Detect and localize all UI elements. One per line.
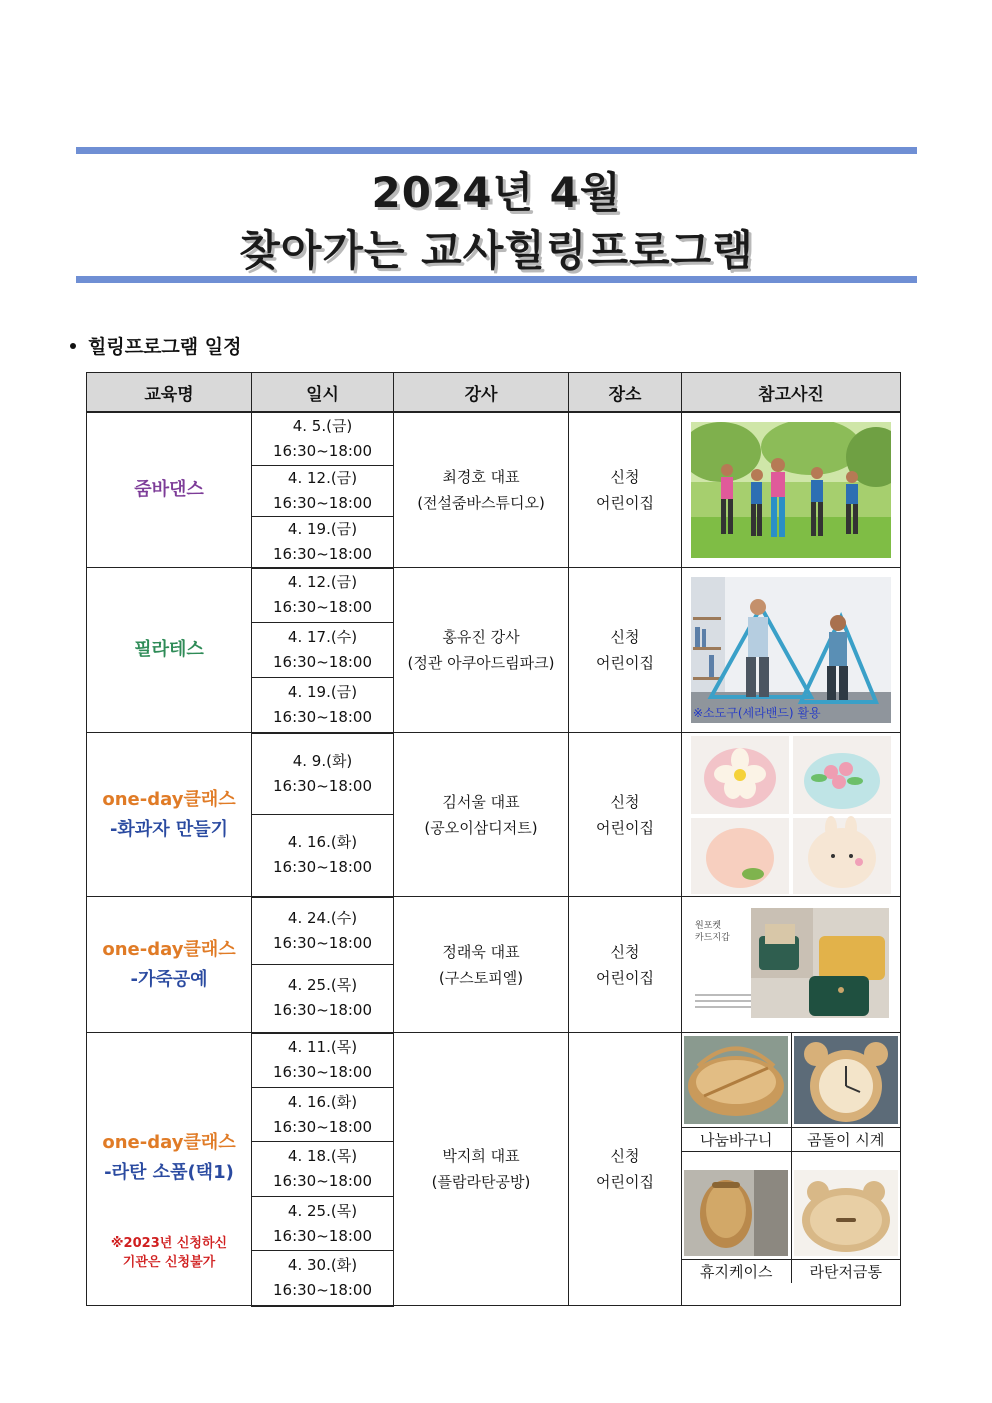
session-cell — [252, 1033, 394, 1088]
session-date: 4. 25.(목) — [287, 1201, 358, 1220]
top-rule — [76, 147, 917, 154]
photo-cell — [682, 733, 901, 897]
session-time: 16:30~18:00 — [272, 858, 373, 877]
program-name-line1: one-day클래스 — [102, 1132, 236, 1153]
place-line1: 신청 — [610, 942, 640, 961]
program-note-line1: ※2023년 신청하신 — [110, 1236, 228, 1251]
bottom-rule — [76, 276, 917, 283]
session-cell — [252, 1088, 394, 1142]
session-cell — [252, 623, 394, 678]
session-date: 4. 12.(금) — [287, 573, 358, 592]
basket-photo — [684, 1036, 788, 1124]
session-time: 16:30~18:00 — [272, 653, 373, 671]
tissue-case-photo — [684, 1170, 788, 1256]
photo-note: ※소도구(세라밴드) 활용 — [693, 706, 821, 720]
photo-cell — [682, 568, 901, 733]
session-cell — [252, 1251, 394, 1306]
session-time: 16:30~18:00 — [272, 1226, 373, 1245]
program-name: 줌바댄스 — [134, 479, 204, 500]
lecturer-org: (정관 아쿠아드림파크) — [407, 654, 555, 672]
lecturer-name: 김서울 대표 — [442, 792, 520, 811]
place-cell — [569, 897, 682, 1033]
session-date: 4. 16.(화) — [287, 1092, 358, 1111]
session-date: 4. 11.(목) — [287, 1038, 358, 1057]
place-line1: 신청 — [610, 468, 640, 486]
program-name-line1: one-day클래스 — [102, 938, 236, 960]
header-datetime: 일시 — [252, 373, 394, 413]
session-time: 16:30~18:00 — [272, 776, 373, 795]
header-program: 교육명 — [87, 373, 252, 413]
session-time: 16:30~18:00 — [272, 1001, 373, 1020]
program-note-line2: 기관은 신청불가 — [122, 1255, 216, 1270]
table-row — [87, 1033, 901, 1088]
lecturer-name: 홍유진 강사 — [442, 628, 520, 646]
session-date: 4. 25.(목) — [287, 976, 358, 995]
photo-slot — [682, 1033, 791, 1127]
lecturer-cell — [394, 733, 569, 897]
session-date: 4. 17.(수) — [287, 628, 358, 646]
session-date: 4. 18.(목) — [287, 1147, 358, 1165]
section-heading — [70, 332, 241, 359]
lecturer-org: (플람라탄공방) — [431, 1173, 531, 1191]
session-cell — [252, 516, 394, 568]
bullet-icon — [70, 343, 76, 349]
program-name-cell — [87, 412, 252, 568]
lecturer-name: 박지희 대표 — [442, 1147, 520, 1165]
session-date: 4. 12.(금) — [287, 468, 358, 487]
program-name-cell — [87, 1033, 252, 1306]
table-header-row — [87, 373, 901, 413]
piggy-bank-photo — [794, 1170, 898, 1256]
place-line2: 어린이집 — [596, 654, 654, 672]
place-line1: 신청 — [610, 628, 640, 646]
lecturer-cell — [394, 1033, 569, 1306]
program-name-line2: -화과자 만들기 — [109, 818, 229, 840]
photo-cell — [682, 412, 901, 568]
table-row — [87, 412, 901, 465]
rattan-photo-grid — [682, 1033, 900, 1283]
table-row — [87, 733, 901, 815]
photo-text-1: 원포켓 — [695, 920, 722, 931]
session-time: 16:30~18:00 — [272, 1280, 373, 1299]
program-name-line1: one-day클래스 — [102, 788, 236, 810]
program-name: 필라테스 — [134, 639, 204, 660]
session-cell — [252, 965, 394, 1033]
place-line1: 신청 — [610, 792, 640, 811]
session-time: 16:30~18:00 — [272, 598, 373, 617]
program-name-cell — [87, 897, 252, 1033]
session-date: 4. 24.(수) — [287, 908, 358, 927]
place-cell — [569, 568, 682, 733]
lecturer-cell — [394, 897, 569, 1033]
session-cell — [252, 897, 394, 965]
session-time: 16:30~18:00 — [272, 1172, 373, 1190]
session-date: 4. 16.(화) — [287, 833, 358, 852]
session-date: 4. 5.(금) — [292, 416, 353, 435]
session-time: 16:30~18:00 — [272, 707, 373, 726]
lecturer-name: 정래욱 대표 — [442, 942, 520, 961]
program-name-cell — [87, 733, 252, 897]
photo-cell — [682, 1033, 901, 1306]
session-cell — [252, 465, 394, 516]
place-line2: 어린이집 — [596, 968, 654, 987]
place-line2: 어린이집 — [596, 494, 654, 512]
leather-photo — [691, 906, 891, 1024]
photo-text-2: 카드지갑 — [695, 932, 730, 943]
session-date: 4. 30.(화) — [287, 1255, 358, 1274]
session-cell — [252, 815, 394, 897]
lecturer-cell — [394, 412, 569, 568]
zumba-photo — [691, 422, 891, 558]
lecturer-name: 최경호 대표 — [442, 468, 520, 486]
photo-cell — [682, 897, 901, 1033]
session-cell — [252, 733, 394, 815]
session-time: 16:30~18:00 — [272, 544, 373, 563]
program-name-cell — [87, 568, 252, 733]
pilates-photo — [691, 577, 891, 723]
place-line2: 어린이집 — [596, 818, 654, 837]
session-time: 16:30~18:00 — [272, 493, 373, 512]
header-place: 장소 — [569, 373, 682, 413]
place-line1: 신청 — [610, 1147, 640, 1165]
header-lecturer: 강사 — [394, 373, 569, 413]
caption-piggy-bank: 라탄저금통 — [791, 1259, 900, 1283]
header-photo: 참고사진 — [682, 373, 901, 413]
lecturer-org: (공오이삼디저트) — [424, 818, 538, 837]
page-title-line2: 찾아가는 교사힐링프로그램 — [239, 226, 754, 275]
clock-photo — [794, 1036, 898, 1124]
page-title-line1: 2024년 4월 — [371, 168, 622, 217]
lecturer-org: (전설줌바스튜디오) — [417, 494, 545, 512]
session-date: 4. 9.(화) — [292, 751, 353, 770]
session-cell — [252, 412, 394, 465]
lecturer-org: (구스토피엘) — [438, 968, 524, 987]
session-cell — [252, 1142, 394, 1197]
photo-slot — [682, 1151, 791, 1259]
session-time: 16:30~18:00 — [272, 1063, 373, 1082]
place-line2: 어린이집 — [596, 1173, 654, 1191]
program-name-line2: -라탄 소품(택1) — [104, 1162, 234, 1183]
program-name-line2: -가죽공예 — [130, 968, 208, 990]
session-cell — [252, 1197, 394, 1251]
schedule-table — [86, 372, 901, 1307]
place-cell — [569, 1033, 682, 1306]
session-time: 16:30~18:00 — [272, 1117, 373, 1136]
session-cell — [252, 678, 394, 733]
photo-slot — [791, 1033, 900, 1127]
caption-clock: 곰돌이 시계 — [791, 1127, 900, 1151]
section-title: 힐링프로그램 일정 — [88, 336, 242, 358]
session-time: 16:30~18:00 — [272, 933, 373, 952]
place-cell — [569, 412, 682, 568]
caption-basket: 나눔바구니 — [682, 1127, 791, 1151]
caption-tissue-case: 휴지케이스 — [682, 1259, 791, 1283]
lecturer-cell — [394, 568, 569, 733]
session-cell — [252, 568, 394, 623]
session-time: 16:30~18:00 — [272, 441, 373, 460]
place-cell — [569, 733, 682, 897]
photo-slot — [791, 1151, 900, 1259]
session-date: 4. 19.(금) — [287, 519, 358, 538]
wagashi-photo — [691, 736, 891, 894]
table-row — [87, 897, 901, 965]
table-row — [87, 568, 901, 623]
session-date: 4. 19.(금) — [287, 682, 358, 701]
